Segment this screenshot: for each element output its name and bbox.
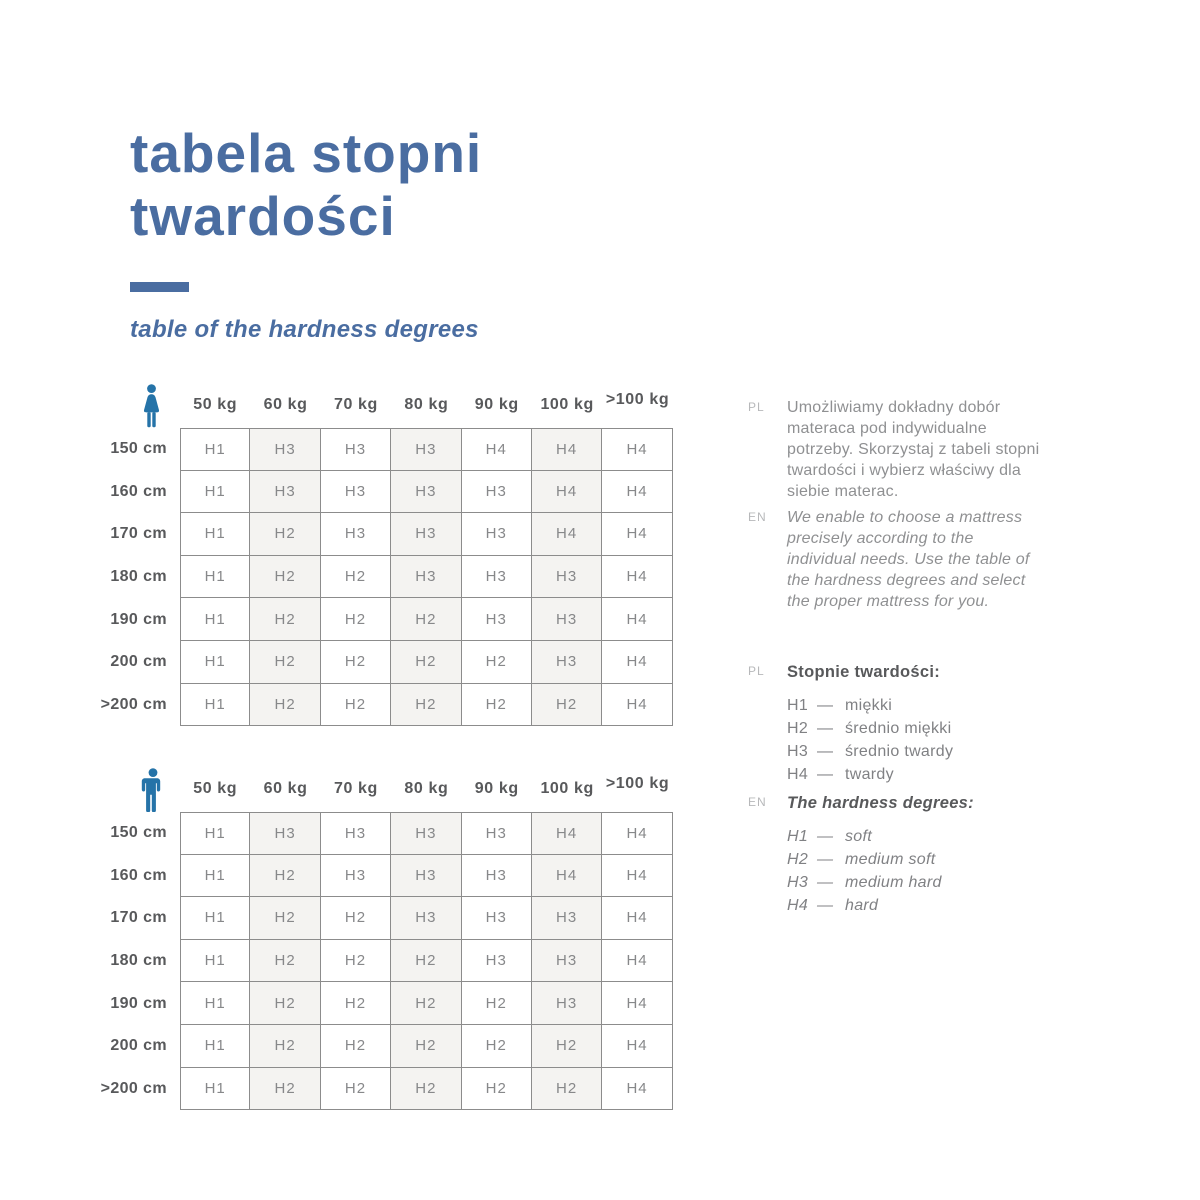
- hardness-cell: H2: [391, 982, 461, 1025]
- hardness-cell: H4: [602, 855, 672, 898]
- hardness-cell: H1: [180, 513, 250, 556]
- title-dash-rule: [130, 282, 189, 292]
- lang-marker-legend-pl: PL: [748, 664, 765, 678]
- weight-header: 80 kg: [404, 780, 449, 797]
- hardness-cell: H1: [180, 897, 250, 940]
- height-label: 150 cm: [110, 824, 167, 842]
- legend-item: [787, 717, 1045, 740]
- hardness-cell: H2: [391, 641, 461, 684]
- hardness-cell: H4: [602, 598, 672, 641]
- legend-code: H2: [787, 851, 809, 868]
- legend-dash: —: [817, 743, 834, 760]
- legend-dash: —: [817, 766, 834, 783]
- hardness-cell: H2: [321, 598, 391, 641]
- weight-header: 50 kg: [193, 396, 238, 413]
- legend-label: średnio twardy: [845, 743, 954, 760]
- weight-header: 70 kg: [334, 396, 378, 413]
- legend-dash: —: [817, 697, 834, 714]
- hardness-cell: H3: [391, 556, 461, 599]
- hardness-cell: H1: [180, 471, 250, 514]
- hardness-cell: H3: [532, 556, 602, 599]
- title-block: [130, 122, 482, 344]
- legend-label: soft: [845, 828, 872, 845]
- hardness-cell: H1: [180, 556, 250, 599]
- hardness-table-men: [100, 766, 673, 1110]
- hardness-cell: H1: [180, 855, 250, 898]
- height-label: 170 cm: [110, 525, 167, 543]
- woman-icon: [100, 384, 180, 428]
- hardness-cell: H4: [602, 556, 672, 599]
- hardness-cell: H3: [462, 940, 532, 983]
- height-label: 180 cm: [110, 952, 167, 970]
- legend-label: medium hard: [845, 874, 942, 891]
- hardness-cell: H1: [180, 598, 250, 641]
- height-label: 160 cm: [110, 482, 167, 500]
- hardness-cell: H4: [602, 897, 672, 940]
- legend-item: [787, 763, 1045, 786]
- hardness-cell: H2: [321, 1025, 391, 1068]
- height-label: >200 cm: [100, 695, 167, 713]
- height-label: 150 cm: [110, 440, 167, 458]
- hardness-cell: H2: [250, 684, 320, 727]
- hardness-cell: H3: [391, 513, 461, 556]
- hardness-cell: H1: [180, 940, 250, 983]
- legend-dash: —: [817, 851, 834, 868]
- lang-marker-en: EN: [748, 510, 767, 524]
- legend-dash: —: [817, 720, 834, 737]
- hardness-cell: H2: [391, 1025, 461, 1068]
- hardness-cell: H3: [391, 428, 461, 471]
- height-label: 180 cm: [110, 568, 167, 586]
- hardness-cell: H2: [462, 684, 532, 727]
- hardness-cell: H3: [532, 598, 602, 641]
- hardness-cell: H3: [462, 812, 532, 855]
- men-table-grid: [100, 812, 673, 1110]
- weight-header: 100 kg: [540, 396, 594, 413]
- legend-item: [787, 740, 1045, 763]
- hardness-cell: H2: [532, 684, 602, 727]
- legend-code: H3: [787, 874, 809, 891]
- hardness-cell: H3: [250, 812, 320, 855]
- hardness-cell: H4: [602, 982, 672, 1025]
- hardness-cell: H3: [391, 471, 461, 514]
- legend-heading-pl: Stopnie twardości:: [787, 663, 940, 681]
- hardness-cell: H3: [250, 428, 320, 471]
- hardness-cell: H4: [602, 1068, 672, 1111]
- man-icon: [100, 768, 180, 812]
- height-label: 190 cm: [110, 994, 167, 1012]
- legend-item: [787, 848, 1045, 871]
- height-label: 160 cm: [110, 866, 167, 884]
- weight-header: >100 kg: [605, 775, 670, 792]
- intro-text-pl: Umożliwiamy dokładny dobór materaca pod indywidualne potrzeby. Skorzystaj z tabeli stopni twardości i wybierz właściwy dla siebie materac.: [787, 399, 1040, 500]
- hardness-cell: H3: [462, 598, 532, 641]
- hardness-cell: H2: [250, 1068, 320, 1111]
- women-table-grid: [100, 428, 673, 726]
- hardness-cell: H2: [321, 556, 391, 599]
- page-title: [130, 122, 482, 248]
- lang-marker-legend-en: EN: [748, 795, 767, 809]
- hardness-cell: H2: [462, 982, 532, 1025]
- legend-item: [787, 894, 1045, 917]
- hardness-cell: H1: [180, 641, 250, 684]
- hardness-cell: H2: [250, 556, 320, 599]
- height-label: 200 cm: [110, 1037, 167, 1055]
- height-label: 200 cm: [110, 653, 167, 671]
- weight-header: 90 kg: [474, 396, 519, 413]
- height-label: 190 cm: [110, 610, 167, 628]
- hardness-cell: H2: [321, 897, 391, 940]
- hardness-cell: H3: [462, 897, 532, 940]
- hardness-cell: H2: [462, 1025, 532, 1068]
- hardness-cell: H3: [321, 471, 391, 514]
- hardness-cell: H3: [532, 940, 602, 983]
- hardness-cell: H3: [321, 855, 391, 898]
- hardness-cell: H4: [532, 812, 602, 855]
- page-title-line1: tabela stopni: [130, 122, 483, 184]
- hardness-cell: H2: [391, 1068, 461, 1111]
- hardness-cell: H2: [250, 1025, 320, 1068]
- hardness-cell: H2: [250, 982, 320, 1025]
- weight-header: 70 kg: [334, 780, 378, 797]
- men-table-header: [100, 766, 673, 812]
- legend-code: H2: [787, 720, 809, 737]
- hardness-cell: H3: [462, 471, 532, 514]
- hardness-cell: H2: [391, 684, 461, 727]
- hardness-cell: H4: [602, 641, 672, 684]
- hardness-table-women: [100, 382, 673, 726]
- intro-paragraph-en: [748, 507, 1045, 612]
- hardness-cell: H3: [391, 812, 461, 855]
- hardness-cell: H4: [602, 428, 672, 471]
- hardness-cell: H4: [532, 471, 602, 514]
- intro-paragraph-pl: [748, 397, 1045, 502]
- hardness-cell: H4: [602, 513, 672, 556]
- hardness-cell: H4: [602, 684, 672, 727]
- hardness-cell: H2: [321, 940, 391, 983]
- legend-code: H1: [787, 697, 809, 714]
- legend-items-pl: [787, 694, 1045, 786]
- hardness-cell: H3: [391, 897, 461, 940]
- hardness-cell: H3: [462, 556, 532, 599]
- hardness-cell: H1: [180, 982, 250, 1025]
- weight-header: 50 kg: [193, 780, 238, 797]
- hardness-cell: H2: [321, 1068, 391, 1111]
- hardness-cell: H2: [391, 940, 461, 983]
- legend-label: medium soft: [845, 851, 936, 868]
- hardness-cell: H4: [532, 428, 602, 471]
- legend-code: H4: [787, 766, 809, 783]
- hardness-cell: H3: [321, 428, 391, 471]
- page-title-line2: twardości: [130, 185, 396, 247]
- hardness-cell: H3: [462, 513, 532, 556]
- hardness-cell: H1: [180, 1025, 250, 1068]
- hardness-cell: H2: [462, 641, 532, 684]
- hardness-cell: H2: [250, 940, 320, 983]
- height-label: 170 cm: [110, 909, 167, 927]
- legend-en: [748, 792, 1045, 917]
- hardness-cell: H2: [532, 1068, 602, 1111]
- hardness-cell: H2: [532, 1025, 602, 1068]
- hardness-cell: H2: [462, 1068, 532, 1111]
- hardness-cell: H1: [180, 428, 250, 471]
- legend-code: H1: [787, 828, 809, 845]
- hardness-cell: H4: [602, 1025, 672, 1068]
- lang-marker-pl: PL: [748, 400, 765, 414]
- legend-items-en: [787, 825, 1045, 917]
- page-subtitle: table of the hardness degrees: [130, 316, 479, 343]
- hardness-cell: H2: [250, 513, 320, 556]
- hardness-cell: H1: [180, 1068, 250, 1111]
- hardness-cell: H4: [532, 513, 602, 556]
- hardness-cell: H2: [321, 684, 391, 727]
- hardness-cell: H4: [602, 940, 672, 983]
- hardness-cell: H2: [250, 598, 320, 641]
- weight-header: >100 kg: [605, 391, 670, 408]
- hardness-cell: H3: [321, 812, 391, 855]
- legend-pl: [748, 661, 1045, 786]
- hardness-cell: H3: [391, 855, 461, 898]
- hardness-cell: H3: [532, 641, 602, 684]
- hardness-cell: H2: [321, 982, 391, 1025]
- hardness-cell: H2: [321, 641, 391, 684]
- legend-label: miękki: [845, 697, 893, 714]
- intro-text-en: We enable to choose a mattress precisely according to the individual needs. Use the table of the hardness degrees and select the proper mattress for you.: [787, 509, 1030, 610]
- hardness-cell: H2: [250, 855, 320, 898]
- hardness-cell: H4: [462, 428, 532, 471]
- legend-dash: —: [817, 897, 834, 914]
- legend-code: H3: [787, 743, 809, 760]
- hardness-cell: H3: [321, 513, 391, 556]
- hardness-cell: H3: [250, 471, 320, 514]
- height-label: >200 cm: [100, 1079, 167, 1097]
- weight-header: 60 kg: [263, 780, 308, 797]
- women-table-header: [100, 382, 673, 428]
- hardness-cell: H3: [532, 982, 602, 1025]
- legend-code: H4: [787, 897, 809, 914]
- legend-dash: —: [817, 828, 834, 845]
- legend-label: średnio miękki: [845, 720, 952, 737]
- hardness-cell: H4: [532, 855, 602, 898]
- legend-item: [787, 694, 1045, 717]
- hardness-cell: H4: [602, 812, 672, 855]
- weight-header: 60 kg: [263, 396, 308, 413]
- legend-label: hard: [845, 897, 879, 914]
- weight-header: 100 kg: [540, 780, 594, 797]
- hardness-cell: H2: [250, 897, 320, 940]
- legend-item: [787, 825, 1045, 848]
- hardness-cell: H2: [391, 598, 461, 641]
- legend-label: twardy: [845, 766, 894, 783]
- legend-dash: —: [817, 874, 834, 891]
- hardness-cell: H1: [180, 812, 250, 855]
- weight-header: 90 kg: [474, 780, 519, 797]
- weight-header: 80 kg: [404, 396, 449, 413]
- legend-heading-en: The hardness degrees:: [787, 794, 974, 812]
- hardness-cell: H4: [602, 471, 672, 514]
- legend-item: [787, 871, 1045, 894]
- hardness-cell: H1: [180, 684, 250, 727]
- hardness-cell: H3: [462, 855, 532, 898]
- hardness-cell: H2: [250, 641, 320, 684]
- hardness-cell: H3: [532, 897, 602, 940]
